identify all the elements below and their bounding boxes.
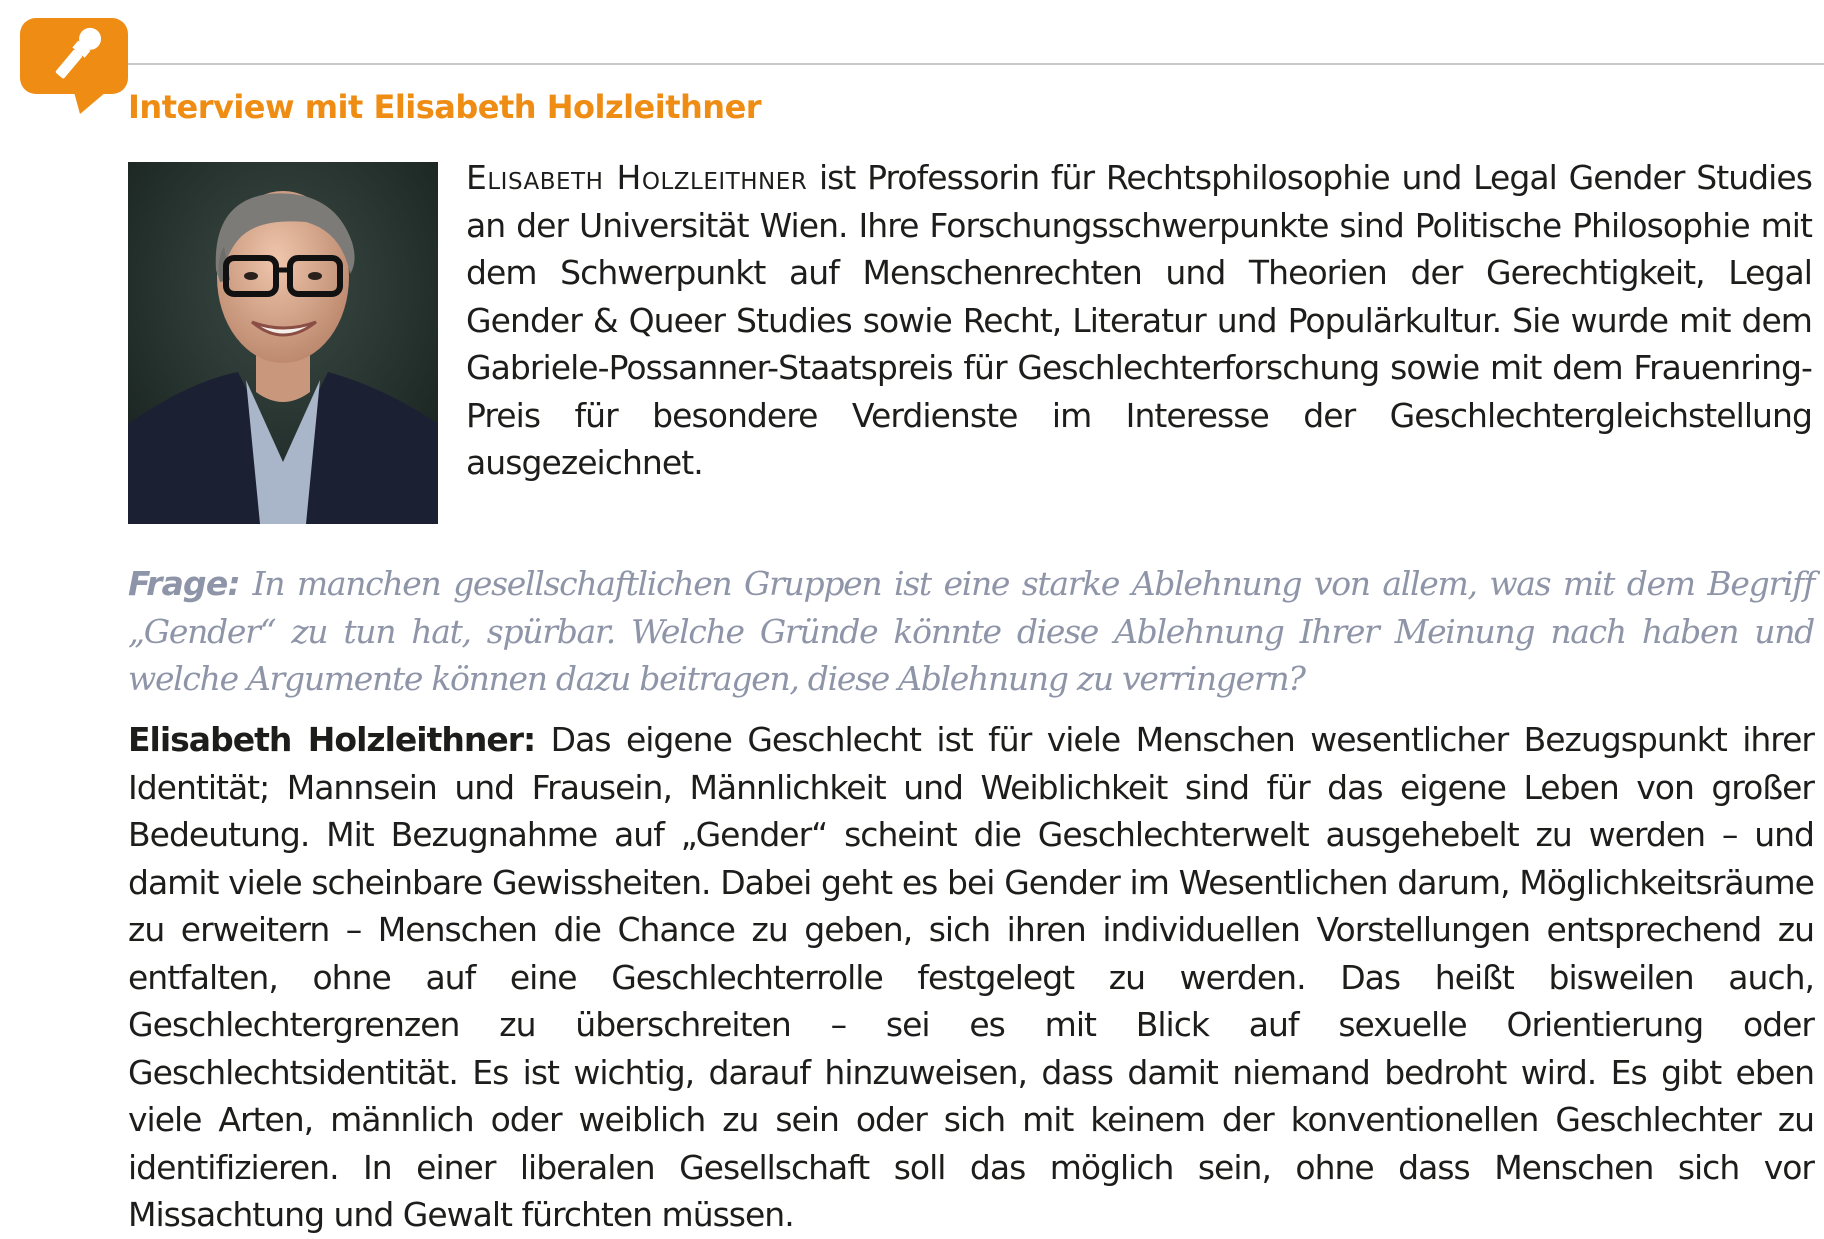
- microphone-icon: [20, 18, 128, 114]
- question-text: In manchen gesellschaftlichen Gruppen ist eine starke Ablehnung von allem, was mit dem Begriff „Gender“ zu tun hat, spürbar. Welche Gründe könnte diese Ablehnung Ihrer Meinung nach haben und welche Argumente können dazu beitragen, diese Ablehnung zu verringern?: [128, 564, 1814, 698]
- question-paragraph: [128, 560, 1814, 703]
- answer-paragraph: [128, 716, 1814, 1239]
- answer-label: Elisabeth Holzleithner:: [128, 720, 536, 759]
- answer-text: Das eigene Geschlecht ist für viele Menschen wesentlicher Bezugspunkt ihrer Identität; Mannsein und Frausein, Männlichkeit und Weiblichkeit sind für das eigene Leben von großer Bedeutung. Mit Bezugnahme auf „Gender“ scheint die Geschlechterwelt ausgehebelt zu werden – und damit viele scheinbare Gewissheiten. Dabei geht es bei Gender im Wesentlichen darum, Möglichkeitsräume zu erweitern – Menschen die Chance zu geben, sich ihren individuellen Vorstellungen entsprechend zu entfalten, ohne auf eine Geschlechterrolle festgelegt zu werden. Das heißt bisweilen auch, Geschlechtergrenzen zu überschreiten – sei es mit Blick auf sexuelle Orientierung oder Geschlechtsidentität. Es ist wichtig, darauf hinzuweisen, dass damit niemand bedroht wird. Es gibt eben viele Arten, männlich oder weiblich zu sein oder sich mit keinem der konventionellen Geschlechter zu identifizieren. In einer liberalen Gesellschaft soll das möglich sein, ohne dass Menschen sich vor Missachtung und Gewalt fürchten müssen.: [128, 720, 1815, 1234]
- page-title: Interview mit Elisabeth Holzleithner: [128, 88, 762, 126]
- question-label: Frage:: [128, 564, 240, 603]
- bio-paragraph: [466, 154, 1812, 487]
- bio-text: ist Professorin für Rechtsphilosophie und Legal Gender Studies an der Universität Wien. Ihre Forschungsschwerpunkte sind Politische Philosophie mit dem Schwerpunkt auf Menschenrechten und Theorien der Gerechtigkeit, Legal Gender & Queer Studies sowie Recht, Literatur und Populärkultur. Sie wurde mit dem Gabriele-Possanner-Staatspreis für Geschlechterforschung sowie mit dem Frauenring-Preis für besondere Verdienste im Interesse der Geschlechtergleichstellung ausgezeichnet.: [466, 158, 1812, 482]
- bio-name: Elisabeth Holzleithner: [466, 158, 808, 197]
- portrait-photo: [128, 162, 438, 524]
- header-divider: [122, 63, 1824, 65]
